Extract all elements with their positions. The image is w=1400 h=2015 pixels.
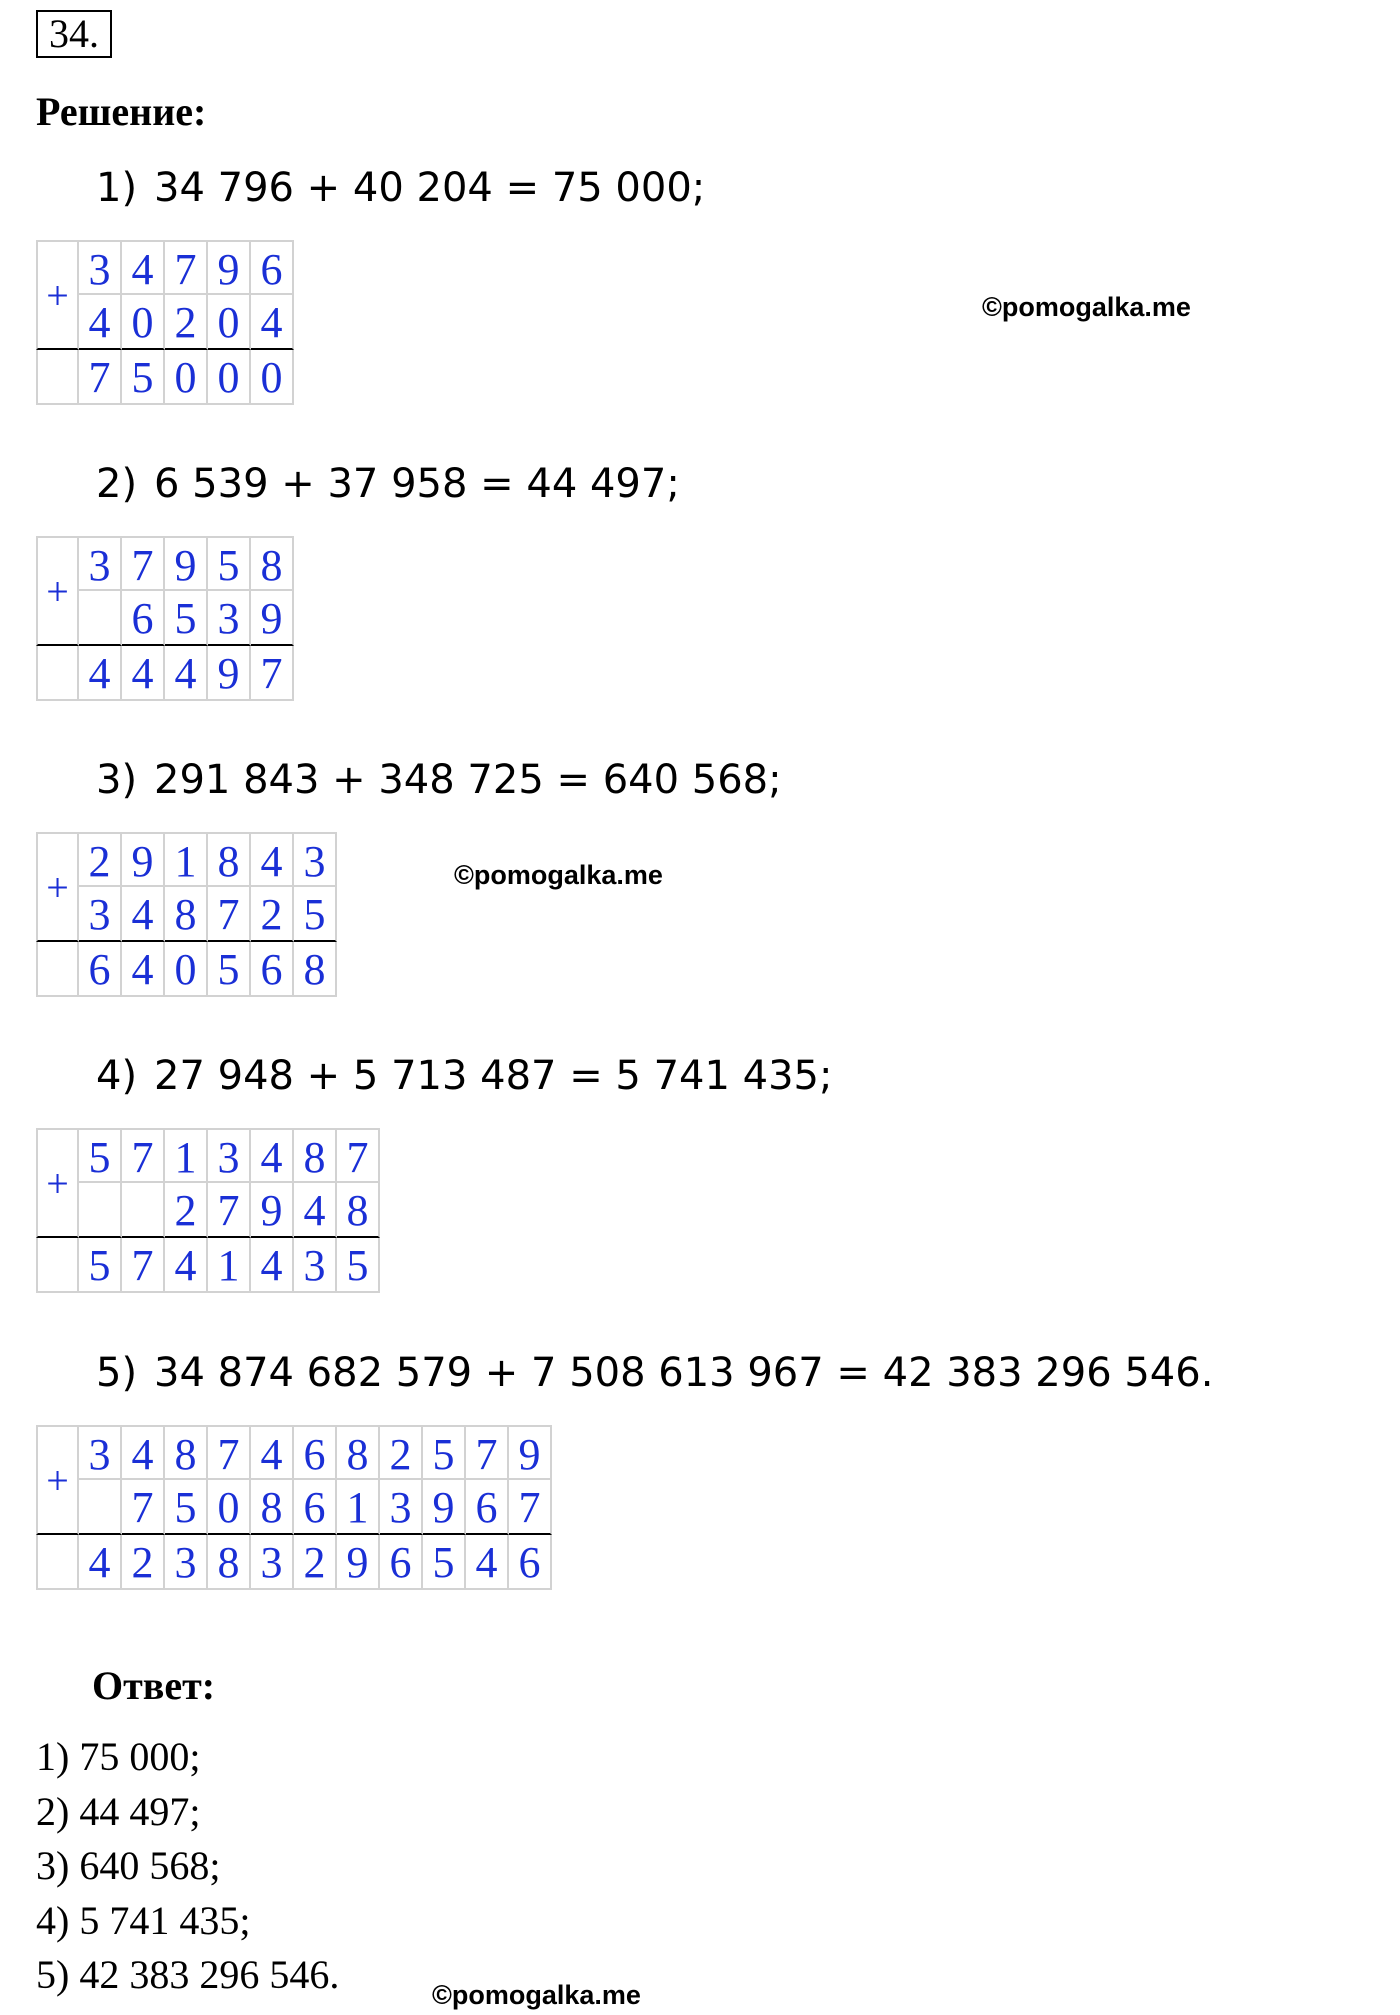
digit-cell: 4	[122, 887, 165, 942]
digit-cell: 3	[251, 1535, 294, 1590]
digit-cell: 9	[509, 1425, 552, 1480]
equation-line	[96, 1349, 1213, 1397]
digit-cell: 0	[165, 942, 208, 997]
digit-cell: 8	[251, 1480, 294, 1535]
digit-cell: 0	[165, 350, 208, 405]
digit-cell: 9	[423, 1480, 466, 1535]
equation-text: 34 796 + 40 204 = 75 000;	[154, 165, 706, 211]
digit-cell: 9	[122, 832, 165, 887]
equation-number: 2)	[96, 461, 138, 507]
digit-cell: 5	[423, 1425, 466, 1480]
digit-cell: 0	[251, 350, 294, 405]
equation-number: 1)	[96, 165, 138, 211]
answer-item: 5) 42 383 296 546.	[36, 1952, 340, 1997]
answer-item: 2) 44 497;	[36, 1788, 201, 1834]
digit-cell: 9	[251, 591, 294, 646]
solution-heading: Решение:	[36, 89, 207, 134]
digit-cell: 8	[208, 832, 251, 887]
digit-cell: 7	[79, 350, 122, 405]
digit-cell: 7	[122, 1480, 165, 1535]
digit-cell: 8	[294, 1128, 337, 1183]
digit-cell: 7	[122, 1238, 165, 1293]
digit-cell: 9	[251, 1183, 294, 1238]
digit-cell: 6	[294, 1480, 337, 1535]
equation-text: 291 843 + 348 725 = 640 568;	[154, 757, 782, 803]
digit-cell	[79, 591, 122, 646]
digit-cell: 3	[208, 1128, 251, 1183]
digit-cell: 6	[509, 1535, 552, 1590]
digit-cell: 9	[208, 240, 251, 295]
digit-cell: 7	[337, 1128, 380, 1183]
digit-cell: 7	[122, 1128, 165, 1183]
addition-grid	[36, 832, 337, 997]
digit-cell: 2	[79, 832, 122, 887]
digit-cell: 3	[79, 240, 122, 295]
watermark: ©pomogalka.me	[454, 860, 663, 890]
equation-text: 34 874 682 579 + 7 508 613 967 = 42 383 296 546.	[154, 1350, 1214, 1396]
digit-cell: 4	[251, 1128, 294, 1183]
digit-cell: 4	[251, 295, 294, 350]
watermark: ©pomogalka.me	[982, 292, 1191, 322]
equation-number: 3)	[96, 757, 138, 803]
digit-cell: 5	[423, 1535, 466, 1590]
answer-list	[36, 1730, 339, 2003]
plus-sign: +	[36, 1128, 79, 1238]
digit-cell: 4	[294, 1183, 337, 1238]
answer-item: 1) 75 000;	[36, 1734, 201, 1779]
equation-text: 6 539 + 37 958 = 44 497;	[154, 461, 680, 507]
answer-item: 4) 5 741 435;	[36, 1897, 251, 1943]
digit-cell: 5	[208, 942, 251, 997]
digit-cell: 9	[337, 1535, 380, 1590]
equation-number: 5)	[96, 1350, 138, 1396]
digit-cell: 4	[79, 295, 122, 350]
digit-cell: 6	[380, 1535, 423, 1590]
digit-cell: 3	[165, 1535, 208, 1590]
digit-cell: 5	[294, 887, 337, 942]
digit-cell: 3	[79, 887, 122, 942]
addition-grid	[36, 1425, 552, 1590]
digit-cell: 3	[208, 591, 251, 646]
digit-cell: 8	[165, 887, 208, 942]
digit-cell: 4	[122, 240, 165, 295]
equation-line	[96, 164, 705, 212]
digit-cell: 2	[294, 1535, 337, 1590]
digit-cell: 0	[208, 1480, 251, 1535]
digit-cell: 8	[337, 1425, 380, 1480]
digit-cell: 5	[337, 1238, 380, 1293]
digit-cell: 4	[79, 1535, 122, 1590]
digit-cell: 7	[208, 1425, 251, 1480]
digit-cell	[79, 1183, 122, 1238]
digit-cell: 2	[165, 295, 208, 350]
digit-cell: 2	[251, 887, 294, 942]
digit-cell: 6	[466, 1480, 509, 1535]
digit-cell	[36, 942, 79, 997]
digit-cell	[36, 350, 79, 405]
digit-cell: 4	[165, 646, 208, 701]
digit-cell: 7	[208, 887, 251, 942]
digit-cell: 5	[122, 350, 165, 405]
equation-line	[96, 1052, 832, 1100]
digit-cell: 9	[208, 646, 251, 701]
plus-sign: +	[36, 1425, 79, 1535]
digit-cell: 4	[466, 1535, 509, 1590]
digit-cell: 3	[380, 1480, 423, 1535]
digit-cell: 0	[208, 350, 251, 405]
digit-cell: 0	[122, 295, 165, 350]
digit-cell: 1	[208, 1238, 251, 1293]
digit-cell: 8	[294, 942, 337, 997]
digit-cell: 8	[251, 536, 294, 591]
digit-cell: 7	[208, 1183, 251, 1238]
digit-cell: 4	[251, 832, 294, 887]
digit-cell: 6	[79, 942, 122, 997]
addition-grid	[36, 536, 294, 701]
digit-cell: 4	[122, 1425, 165, 1480]
digit-cell: 1	[337, 1480, 380, 1535]
addition-grid	[36, 1128, 380, 1293]
digit-cell: 3	[79, 1425, 122, 1480]
digit-cell: 1	[165, 1128, 208, 1183]
answer-item: 3) 640 568;	[36, 1843, 221, 1888]
digit-cell: 8	[208, 1535, 251, 1590]
addition-grid	[36, 240, 294, 405]
digit-cell: 5	[165, 1480, 208, 1535]
plus-sign: +	[36, 536, 79, 646]
digit-cell: 3	[79, 536, 122, 591]
digit-cell	[36, 646, 79, 701]
digit-cell	[36, 1238, 79, 1293]
digit-cell: 5	[79, 1128, 122, 1183]
digit-cell: 4	[79, 646, 122, 701]
digit-cell: 6	[251, 942, 294, 997]
digit-cell: 7	[165, 240, 208, 295]
digit-cell: 7	[466, 1425, 509, 1480]
task-number: 34.	[36, 10, 112, 58]
digit-cell	[36, 1535, 79, 1590]
digit-cell: 7	[251, 646, 294, 701]
equation-line	[96, 756, 782, 804]
digit-cell: 4	[122, 942, 165, 997]
digit-cell: 7	[122, 536, 165, 591]
digit-cell: 4	[251, 1238, 294, 1293]
digit-cell: 4	[122, 646, 165, 701]
digit-cell	[79, 1480, 122, 1535]
digit-cell: 2	[380, 1425, 423, 1480]
digit-cell: 4	[251, 1425, 294, 1480]
digit-cell: 6	[294, 1425, 337, 1480]
digit-cell: 6	[122, 591, 165, 646]
watermark: ©pomogalka.me	[432, 1980, 641, 2010]
equation-line	[96, 460, 680, 508]
digit-cell: 5	[208, 536, 251, 591]
digit-cell: 2	[165, 1183, 208, 1238]
digit-cell: 8	[337, 1183, 380, 1238]
digit-cell: 7	[509, 1480, 552, 1535]
plus-sign: +	[36, 240, 79, 350]
plus-sign: +	[36, 832, 79, 942]
digit-cell: 1	[165, 832, 208, 887]
equation-text: 27 948 + 5 713 487 = 5 741 435;	[154, 1053, 833, 1099]
digit-cell: 3	[294, 832, 337, 887]
digit-cell	[122, 1183, 165, 1238]
digit-cell: 9	[165, 536, 208, 591]
digit-cell: 8	[165, 1425, 208, 1480]
answer-heading: Ответ:	[92, 1663, 216, 1708]
equation-number: 4)	[96, 1053, 138, 1099]
digit-cell: 5	[165, 591, 208, 646]
digit-cell: 6	[251, 240, 294, 295]
digit-cell: 4	[165, 1238, 208, 1293]
digit-cell: 2	[122, 1535, 165, 1590]
digit-cell: 3	[294, 1238, 337, 1293]
digit-cell: 0	[208, 295, 251, 350]
digit-cell: 5	[79, 1238, 122, 1293]
